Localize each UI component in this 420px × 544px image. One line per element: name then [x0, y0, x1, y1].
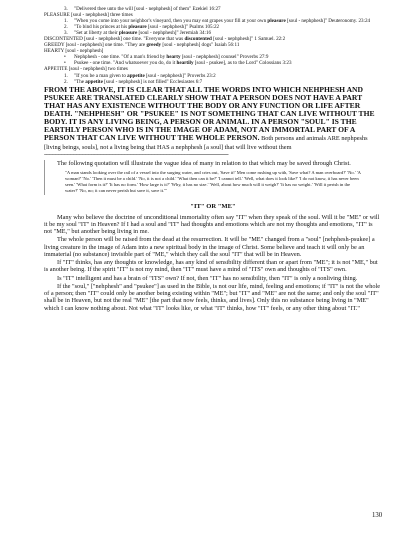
bullet-item: • Psukee - one time. "And whatsoever you do, do it heartily [soul - psukee], as to the Lord" Colossians 3:23 [64, 60, 292, 67]
greedy-line: GREEDY [soul - nephphesh] one time. "They are greedy [soul - nephphesh] dogs" Isaiah 56:11 [44, 42, 240, 49]
divider: --------------------------------------------------------------------------------------------------------------------------- [44, 152, 229, 159]
discontented-line: DISCONTENTED [soul - nephphesh] one time. "Everyone that was discontented [soul - nephphesh]" 1 Samuel. 22:2 [44, 36, 286, 43]
quotation-block [44, 160, 382, 194]
list-item: 2. "The appetite [soul - nephphesh] is not filled" Ecclesiastes 6:7 [64, 78, 203, 85]
section-title: "IT" OR "ME" [190, 202, 236, 210]
conclusion-paragraph: FROM THE ABOVE, IT IS CLEAR THAT ALL THE WORDS INTO WHICH NEHPHESH AND PSUKEE ARE TRANSLATED CLEARLY SHOW THAT A PERSON DOES NOT HAVE A PART THAT HAS ANY EXISTENCE WITHOUT THE BODY OR ANY FUNCTION OR LIFE AFTER DEATH. "NEHPHESH" OR "PSUKEE" IS NOT SOMETHING THAT CAN LIVE WITHOUT THE BODY. IT IS ANY LIVING BEING, A PERSON OR ANIMAL. IN A PERSON "SOUL" IS THE EARTHLY PERSON WHO IS IN THE IMAGE OF ADAM, NOT AN IMMORTAL PART OF A PERSON THAT CAN LIVE WITHOUT THE WHOLE PERSON. Both persons and animals ARE nephpeshs [living beings, souls], not a living being that HAS a nephphesh [a soul] that will live without them [44, 84, 375, 152]
body-paragraph: If the "soul," ["nehphesh" and "psukee"] as used in the Bible, is not our life, mind, feeling and emotions; if "IT" is not the whole of a person; then "IT" could only be another being existing within "ME"; but "IT" and "ME" are not the same; and only the soul "IT" shall be in Heaven, but not the real "ME" [the part that now feels, thinks, and lives]. Only this no substance being living in "ME" which I can know nothing about. Not what "IT" looks like, or what "IT" thinks, how "IT" feels, or any other thing about "IT." [44, 282, 381, 312]
list-item: 1. "If you be a man given to appetite [soul - nephphesh]" Proverbs 23:2 [64, 72, 216, 79]
quote-intro: The following quotation will illustrate the vague idea of many in relation to that which may be saved through Christ. [57, 160, 351, 168]
page-number: 130 [372, 512, 383, 519]
body-paragraph: If "IT" thinks, has any thoughts or knowledge, has any kind of sensibility different than or apart from "ME"; it is not "ME," but is another being. If the spirit "IT" is not my mind, then "IT" must have a mind of "ITS" own and thoughts of "ITS" own. [44, 259, 378, 274]
list-item: 3. "Set at liberty at their pleasure [soul - nephphesh]" Jeremiah 34:16 [64, 30, 212, 37]
list-item: 1. "When you come into your neighbor's vineyard, then you may eat grapes your fill at your own pleasure [soul - nephphesh]" Deuteronomy. 23:24 [64, 18, 371, 25]
body-paragraph: Is "IT" intelligent and has a brain of "ITS" own? If not, then "IT" has no sensibility, then "IT" is only a nonliving thing. [57, 274, 358, 282]
pleasure-heading: PLEASURE [soul - nephphesh] three times [44, 12, 133, 19]
quote-text: "A man stands looking over the rail of a vessel into the surging water, and cries out, 'Save it!' Men come rushing up with, 'Save what? A man overboard?' 'No.' 'A woman?' 'No.' 'Then it must be a child.' 'No, it is not a child.' 'What then can it be?' 'I cannot tell.' 'Well, what does it look like?' 'I do not know, it has never been seen.' 'What form is it?' 'It has no form.' 'How large is it?' 'Why, it has no size.' 'Well, about how much will it weigh?' 'It has no weight.' 'Will it perish in the water?' 'No, no; it can never perish but save it, save it.'" [65, 169, 361, 194]
body-paragraph: The whole person will be raised from the dead at the resurrection. It will be "ME" changed from a "soul" [nehphesh-psukee] a living creature in the image of Adam into a new spiritual body in the image of Christ. Some believe and teach it will only be an immaterial (no substance) invisible part of "ME," which they call the soul "IT" that will be in Heaven. [44, 236, 375, 258]
bullet-icon: • [64, 60, 66, 67]
list-item: 3. "Delivered thee unto the will [soul - nephphesh] of them" Ezekiel 16:27 [64, 6, 221, 12]
list-item: 2. "To bind his princes at his pleasure [soul - nephphesh]" Psalms 105:22 [64, 24, 220, 31]
hearty-heading: HEARTY [soul - nephphesh] [44, 48, 104, 55]
appetite-heading: APPETITE [soul - nephphesh] two times [44, 66, 128, 73]
bullet-item: • Nephphesh - one time. "Of a man's friend by hearty [soul - nephphesh] counsel" Proverbs 27:9 [64, 54, 269, 61]
body-paragraph: Many who believe the doctrine of unconditional immortality often say "IT" when they speak of the soul. Will it be "ME" or will it be my soul "IT" in Heaven? If I had a soul and "IT" had thoughts and emotions which are not my thoughts and emotions, "IT" is not "ME," but another being living in me. [44, 213, 380, 236]
bullet-icon: • [64, 54, 66, 61]
document-page [44, 6, 382, 313]
